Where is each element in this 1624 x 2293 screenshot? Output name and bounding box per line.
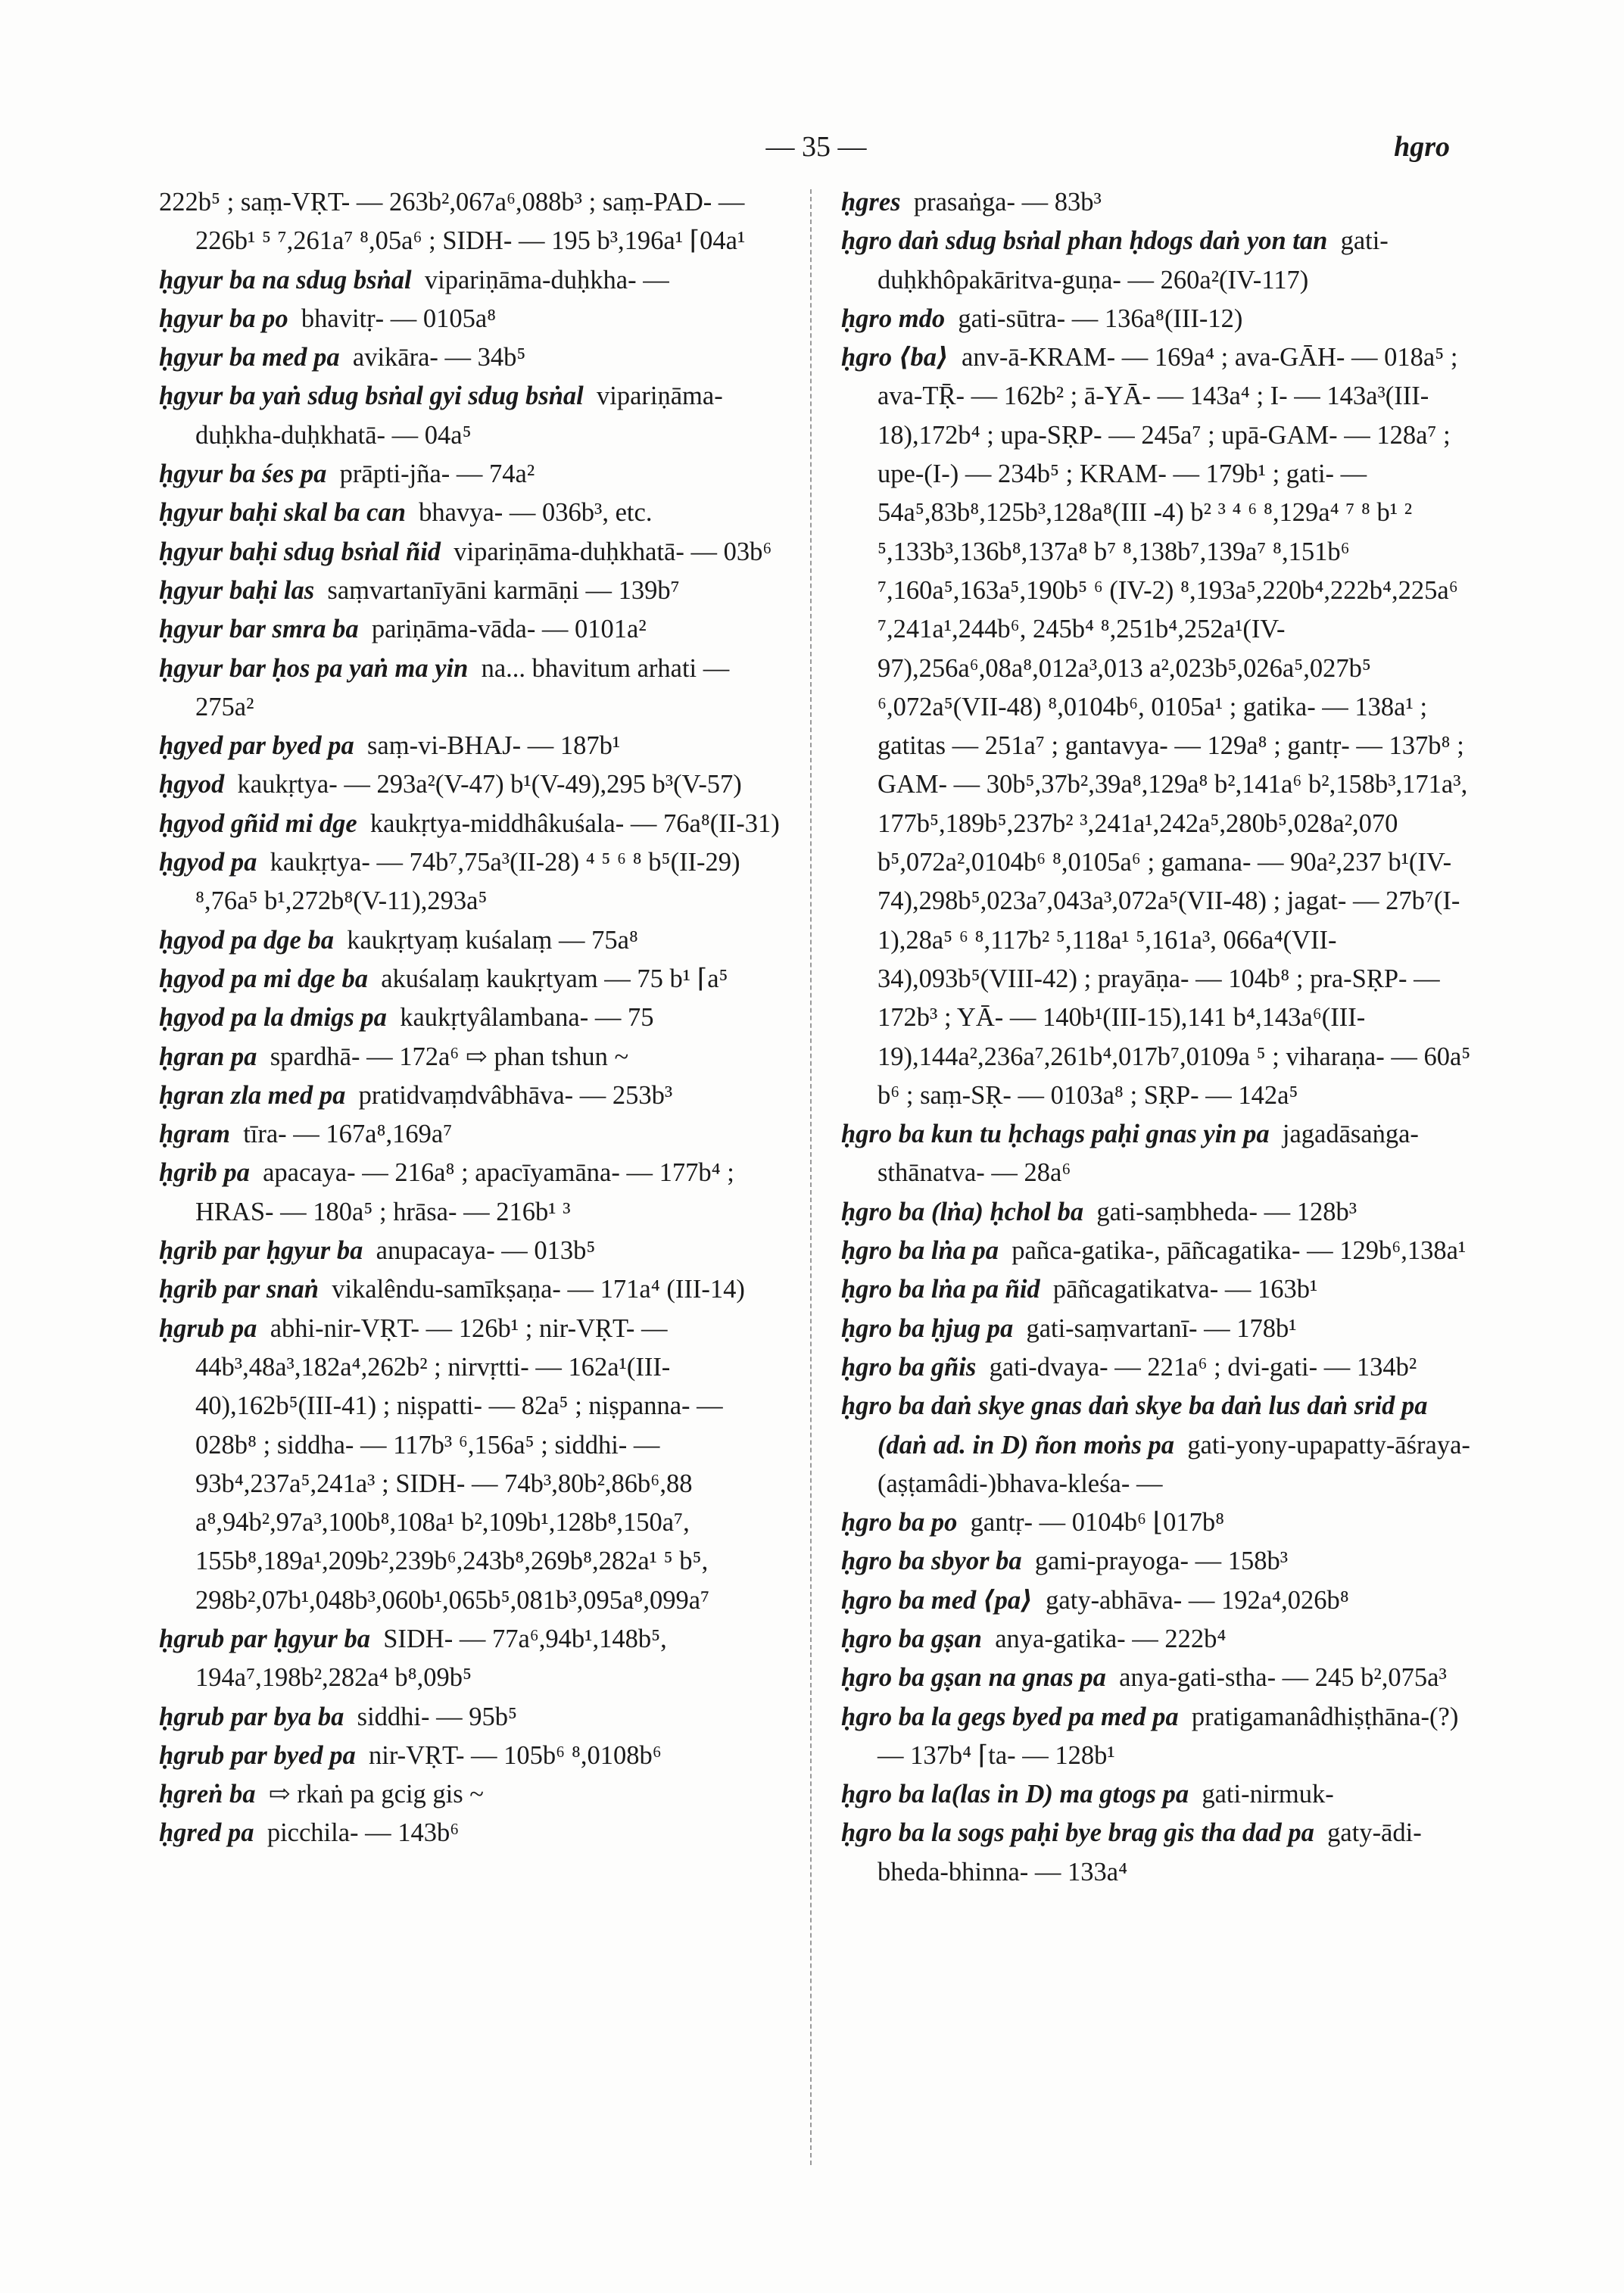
dictionary-entry <box>841 1115 1473 1193</box>
entry-headword: ḥgyur ba na sdug bsṅal <box>159 265 412 294</box>
entry-headword: ḥgram <box>159 1120 230 1149</box>
entry-headword: ḥgro ba sbyor ba <box>841 1547 1022 1576</box>
entry-gloss: na... bhavitum arhati — 275a² <box>195 653 730 721</box>
entry-headword: ḥgred pa <box>159 1818 254 1848</box>
entry-gloss: kaukṛtya- — 293a²(V-47) b¹(V-49),295 b³(V-57) <box>237 770 742 799</box>
entry-headword: ḥgyur ba śes pa <box>159 460 327 489</box>
entry-gloss: gati-sūtra- — 136a⁸(III-12) <box>958 304 1243 333</box>
entry-gloss: abhi-nir-VṚT- — 126b¹ ; nir-VṚT- — 44b³,48a³,182a⁴,262b² ; nirvṛtti- — 162a¹(III-40),162b⁵(III-41) ; niṣpatti- — 82a⁵ ; niṣpanna- — 028b⁸ ; siddha- — 117b³ ⁶,156a⁵ ; siddhi- — 93b⁴,237a⁵,241a³ ; SIDH- — 74b³,80b²,86b⁶,88 a⁸,94b²,97a³,100b⁸,108a¹ b²,109b¹,128b⁸,150a⁷, 155b⁸,189a¹,209b²,239b⁶,243b⁸,269b⁸,282a¹ ⁵ b⁵, 298b²,07b¹,048b³,060b¹,065b⁵,081b³,095a⁸,099a⁷ <box>195 1313 723 1615</box>
entry-gloss: vikalêndu-samīkṣaṇa- — 171a⁴ (III-14) <box>332 1275 745 1304</box>
entry-headword: ḥgro mdo <box>841 304 946 333</box>
dictionary-entry <box>159 533 781 572</box>
entry-headword: ḥgro ba la gegs byed pa med pa <box>841 1702 1179 1731</box>
dictionary-entry <box>841 1270 1473 1309</box>
entry-gloss: vipariṇāma-duḥkha- — <box>424 265 669 294</box>
dictionary-entry <box>159 1270 781 1309</box>
entry-headword: ḥgrib par snaṅ <box>159 1275 319 1304</box>
entry-headword: ḥgro ⟨ba⟩ <box>841 343 949 372</box>
entry-gloss: SIDH- — 77a⁶,94b¹,148b⁵, 194a⁷,198b²,282a⁴ b⁸,09b⁵ <box>195 1624 667 1693</box>
entry-headword: ḥgro ba kun tu ḥchags paḥi gnas yin pa <box>841 1120 1270 1149</box>
entry-headword: ḥgro ba la sogs paḥi bye brag gis tha dad pa <box>841 1818 1314 1848</box>
entry-headword: ḥgro ba gṣan <box>841 1624 982 1653</box>
entry-headword: ḥgro ba lṅa pa <box>841 1236 999 1266</box>
entry-gloss: jagadāsaṅga-sthānatva- — 28a⁶ <box>877 1120 1419 1188</box>
entry-gloss: vipariṇāma-duḥkha-duḥkhatā- — 04a⁵ <box>195 382 723 450</box>
dictionary-entry <box>159 494 781 532</box>
dictionary-entry <box>159 921 781 960</box>
entry-gloss: gantṛ- — 0104b⁶ ⌊017b⁸ <box>970 1508 1225 1537</box>
dictionary-entry <box>159 1814 781 1852</box>
entry-gloss: pariṇāma-vāda- — 0101a² <box>371 615 647 644</box>
entry-gloss: gaty-ādi-bheda-bhinna- — 133a⁴ <box>877 1818 1422 1886</box>
entry-headword: ḥgro daṅ sdug bsṅal phan ḥdogs daṅ yon tan <box>841 226 1328 256</box>
dictionary-entry <box>841 1387 1473 1503</box>
dictionary-entry <box>159 1620 781 1698</box>
dictionary-entry <box>159 1154 781 1232</box>
entry-gloss: ⇨ rkaṅ pa gcig gis ~ <box>268 1780 484 1809</box>
entry-headword: ḥgyod <box>159 770 225 799</box>
entry-headword: ḥgro ba (lṅa) ḥchol ba <box>841 1197 1084 1226</box>
entry-gloss: gami-prayoga- — 158b³ <box>1034 1547 1289 1576</box>
entry-headword: ḥgro ba lṅa pa ñid <box>841 1275 1040 1304</box>
entry-headword: ḥgrib par ḥgyur ba <box>159 1236 363 1266</box>
entry-gloss: bhavitṛ- — 0105a⁸ <box>301 304 497 333</box>
dictionary-entry <box>159 1115 781 1154</box>
dictionary-entry <box>841 1581 1473 1620</box>
page-number: — 35 — <box>765 131 867 163</box>
entry-gloss: kaukṛtya- — 74b⁷,75a³(II-28) ⁴ ⁵ ⁶ ⁸ b⁵(II-29) ⁸,76a⁵ b¹,272b⁸(V-11),293a⁵ <box>195 848 740 916</box>
entry-gloss: gati-saṃbheda- — 128b³ <box>1096 1197 1357 1226</box>
dictionary-entry <box>159 183 781 261</box>
entry-headword: ḥgyod pa la dmigs pa <box>159 1003 387 1033</box>
entry-headword: ḥgyod pa dge ba <box>159 925 334 955</box>
entry-gloss: gati-dvaya- — 221a⁶ ; dvi-gati- — 134b² <box>989 1352 1417 1382</box>
dictionary-entry <box>159 727 781 765</box>
entry-headword: ḥgro ba daṅ skye gnas daṅ skye ba daṅ lus daṅ srid pa (daṅ ad. in D) ñon moṅs pa <box>841 1391 1428 1460</box>
dictionary-entry <box>841 1659 1473 1697</box>
dictionary-entry <box>841 1814 1473 1892</box>
entry-gloss: apacaya- — 216a⁸ ; apacīyamāna- — 177b⁴ ; HRAS- — 180a⁵ ; hrāsa- — 216b¹ ³ <box>195 1158 734 1226</box>
entry-gloss: nir-VṚT- — 105b⁶ ⁸,0108b⁶ <box>368 1740 662 1770</box>
entry-headword: ḥgyur bar ḥos pa yaṅ ma yin <box>159 653 469 683</box>
entry-gloss: saṃ-vi-BHAJ- — 187b¹ <box>367 731 621 761</box>
entry-headword: ḥgyur baḥi sdug bsṅal ñid <box>159 537 441 566</box>
dictionary-entry <box>159 1775 781 1814</box>
dictionary-entry <box>159 960 781 999</box>
column-divider <box>810 189 812 2165</box>
dictionary-entry <box>159 1310 781 1620</box>
dictionary-entry <box>159 455 781 494</box>
entry-gloss: 222b⁵ ; saṃ-VṚT- — 263b²,067a⁶,088b³ ; saṃ-PAD- — 226b¹ ⁵ ⁷,261a⁷ ⁸,05a⁶ ; SIDH- — 195 b³,196a¹ ⌈04a¹ <box>159 188 746 256</box>
entry-headword: ḥgro ba ḥjug pa <box>841 1313 1014 1343</box>
entry-gloss: anv-ā-KRAM- — 169a⁴ ; ava-GĀH- — 018a⁵ ; ava-TṜ- — 162b² ; ā-YĀ- — 143a⁴ ; I- — 143a³(III-18),172b⁴ ; upa-SṚP- — 245a⁷ ; upā-GAM- — 128a⁷ ; upe-(I-) — 234b⁵ ; KRAM- — 179b¹ ; gati- — 54a⁵,83b⁸,125b³,128a⁸(III -4) b² ³ ⁴ ⁶ ⁸,129a⁴ ⁷ ⁸ b¹ ² ⁵,133b³,136b⁸,137a⁸ b⁷ ⁸,138b⁷,139a⁷ ⁸,151b⁶ ⁷,160a⁵,163a⁵,190b⁵ ⁶ (IV-2) ⁸,193a⁵,220b⁴,222b⁴,225a⁶ ⁷,241a¹,244b⁶, 245b⁴ ⁸,251b⁴,252a¹(IV-97),256a⁶,08a⁸,012a³,013 a²,023b⁵,026a⁵,027b⁵ ⁶,072a⁵(VII-48) ⁸,0104b⁶, 0105a¹ ; gatika- — 138a¹ ; gatitas — 251a⁷ ; gantavya- — 129a⁸ ; gantṛ- — 137b⁸ ; GAM- — 30b⁵,37b²,39a⁸,129a⁸ b²,141a⁶ b²,158b³,171a³, 177b⁵,189b⁵,237b² ³,241a¹,242a⁵,280b⁵,028a²,070 b⁵,072a²,0104b⁶ ⁸,0105a⁶ ; gamana- — 90a²,237 b¹(IV-74),298b⁵,023a⁷,043a³,072a⁵(VII-48) ; jagat- — 27b⁷(I-1),28a⁵ ⁶ ⁸,117b² ⁵,118a¹ ⁵,161a³, 066a⁴(VII-34),093b⁵(VIII-42) ; prayāṇa- — 104b⁸ ; pra-SṚP- — 172b³ ; YĀ- — 140b¹(III-15),141 b⁴,143a⁶(III-19),144a²,236a⁷,261b⁴,017b⁷,0109a ⁵ ; viharaṇa- — 60a⁵ b⁶ ; saṃ-SṚ- — 0103a⁸ ; SṚP- — 142a⁵ <box>877 343 1471 1110</box>
entry-headword: ḥgrib pa <box>159 1158 250 1188</box>
entry-gloss: picchila- — 143b⁶ <box>267 1818 460 1848</box>
dictionary-entry <box>159 999 781 1037</box>
entry-headword: ḥgro ba gṣan na gnas pa <box>841 1663 1106 1693</box>
right-column <box>841 183 1473 1892</box>
dictionary-entry <box>841 1193 1473 1232</box>
entry-headword: ḥgyur ba med pa <box>159 343 340 372</box>
entry-gloss: bhavya- — 036b³, etc. <box>419 498 653 528</box>
entry-gloss: pratidvaṃdvâbhāva- — 253b³ <box>358 1080 673 1110</box>
dictionary-entry <box>841 300 1473 338</box>
dictionary-entry <box>841 338 1473 1115</box>
entry-headword: ḥgro ba med ⟨pa⟩ <box>841 1585 1033 1615</box>
entry-gloss: kaukṛtya-middhâkuśala- — 76a⁸(II-31) <box>369 808 780 838</box>
entry-headword: ḥgro ba la(las in D) ma gtogs pa <box>841 1780 1189 1809</box>
entry-headword: ḥgyod pa mi dge ba <box>159 964 368 993</box>
dictionary-entry <box>159 610 781 649</box>
entry-headword: ḥgres <box>841 188 901 217</box>
entry-headword: ḥgyod gñid mi dge <box>159 808 357 838</box>
dictionary-entry <box>841 183 1473 222</box>
dictionary-entry <box>841 1542 1473 1581</box>
entry-gloss: gaty-abhāva- — 192a⁴,026b⁸ <box>1046 1585 1349 1615</box>
dictionary-entry <box>159 805 781 843</box>
dictionary-entry <box>159 338 781 377</box>
dictionary-entry <box>159 1038 781 1076</box>
entry-gloss: gati-nirmuk- <box>1202 1780 1334 1809</box>
entry-gloss: saṃvartanīyāni karmāṇi — 139b⁷ <box>327 575 680 605</box>
entry-headword: ḥgran zla med pa <box>159 1080 346 1110</box>
dictionary-entry <box>841 1503 1473 1542</box>
dictionary-entry <box>841 1620 1473 1659</box>
dictionary-entry <box>159 300 781 338</box>
entry-gloss: anya-gatika- — 222b⁴ <box>995 1624 1227 1653</box>
dictionary-entry <box>841 222 1473 300</box>
entry-gloss: pratigamanâdhiṣṭhāna-(?) — 137b⁴ ⌈ta- — 128b¹ <box>877 1702 1459 1770</box>
entry-headword: ḥgreṅ ba <box>159 1780 256 1809</box>
dictionary-entry <box>841 1775 1473 1814</box>
entry-gloss: akuśalaṃ kaukṛtyam — 75 b¹ ⌈a⁵ <box>381 964 728 993</box>
dictionary-entry <box>159 572 781 610</box>
entry-headword: ḥgrub par bya ba <box>159 1702 344 1731</box>
dictionary-entry <box>159 650 781 727</box>
left-column <box>159 183 781 1853</box>
entry-gloss: pāñcagatikatva- — 163b¹ <box>1052 1275 1318 1304</box>
entry-gloss: anya-gati-stha- — 245 b²,075a³ <box>1119 1663 1447 1693</box>
dictionary-entry <box>159 843 781 921</box>
entry-headword: ḥgrub par ḥgyur ba <box>159 1624 370 1653</box>
entry-headword: ḥgro ba gñis <box>841 1352 977 1382</box>
entry-gloss: prāpti-jña- — 74a² <box>339 460 535 489</box>
entry-headword: ḥgro ba po <box>841 1508 958 1537</box>
entry-headword: ḥgrub pa <box>159 1313 257 1343</box>
entry-gloss: gati-yony-upapatty-āśraya-(aṣṭamâdi-)bhava-kleśa- — <box>877 1430 1470 1498</box>
entry-headword: ḥgyod pa <box>159 848 257 877</box>
dictionary-entry <box>159 1737 781 1775</box>
running-head: hgro <box>1394 131 1450 163</box>
dictionary-entry <box>159 377 781 455</box>
entry-gloss: prasaṅga- — 83b³ <box>913 188 1102 217</box>
entry-headword: ḥgyur baḥi las <box>159 575 315 605</box>
entry-headword: ḥgran pa <box>159 1042 257 1071</box>
entry-headword: ḥgyur bar smra ba <box>159 615 359 644</box>
entry-gloss: pañca-gatika-, pāñcagatika- — 129b⁶,138a¹ <box>1011 1236 1467 1266</box>
entry-gloss: spardhā- — 172a⁶ ⇨ phan tshun ~ <box>270 1042 629 1071</box>
entry-headword: ḥgyur ba po <box>159 304 288 333</box>
entry-headword: ḥgyur baḥi skal ba can <box>159 498 406 528</box>
entry-gloss: kaukṛtyâlambana- — 75 <box>400 1003 654 1033</box>
dictionary-entry <box>159 1076 781 1115</box>
dictionary-entry <box>159 1232 781 1270</box>
entry-headword: ḥgrub par byed pa <box>159 1740 356 1770</box>
page-header <box>0 130 1624 176</box>
entry-headword: ḥgyed par byed pa <box>159 731 354 761</box>
dictionary-entry <box>841 1232 1473 1270</box>
entry-gloss: kaukṛtyaṃ kuśalaṃ — 75a⁸ <box>347 925 638 955</box>
entry-gloss: gati-saṃvartanī- — 178b¹ <box>1026 1313 1297 1343</box>
entry-gloss: tīra- — 167a⁸,169a⁷ <box>243 1120 453 1149</box>
dictionary-entry <box>841 1348 1473 1387</box>
dictionary-entry <box>159 765 781 804</box>
dictionary-entry <box>159 261 781 300</box>
entry-headword: ḥgyur ba yaṅ sdug bsṅal gyi sdug bsṅal <box>159 382 584 411</box>
entry-gloss: avikāra- — 34b⁵ <box>352 343 526 372</box>
entry-gloss: vipariṇāma-duḥkhatā- — 03b⁶ <box>454 537 772 566</box>
entry-gloss: siddhi- — 95b⁵ <box>357 1702 518 1731</box>
dictionary-entry <box>159 1698 781 1737</box>
dictionary-entry <box>841 1310 1473 1348</box>
entry-gloss: gati-duḥkhôpakāritva-guṇa- — 260a²(IV-117) <box>877 226 1389 294</box>
dictionary-entry <box>841 1698 1473 1776</box>
entry-gloss: anupacaya- — 013b⁵ <box>376 1236 596 1266</box>
